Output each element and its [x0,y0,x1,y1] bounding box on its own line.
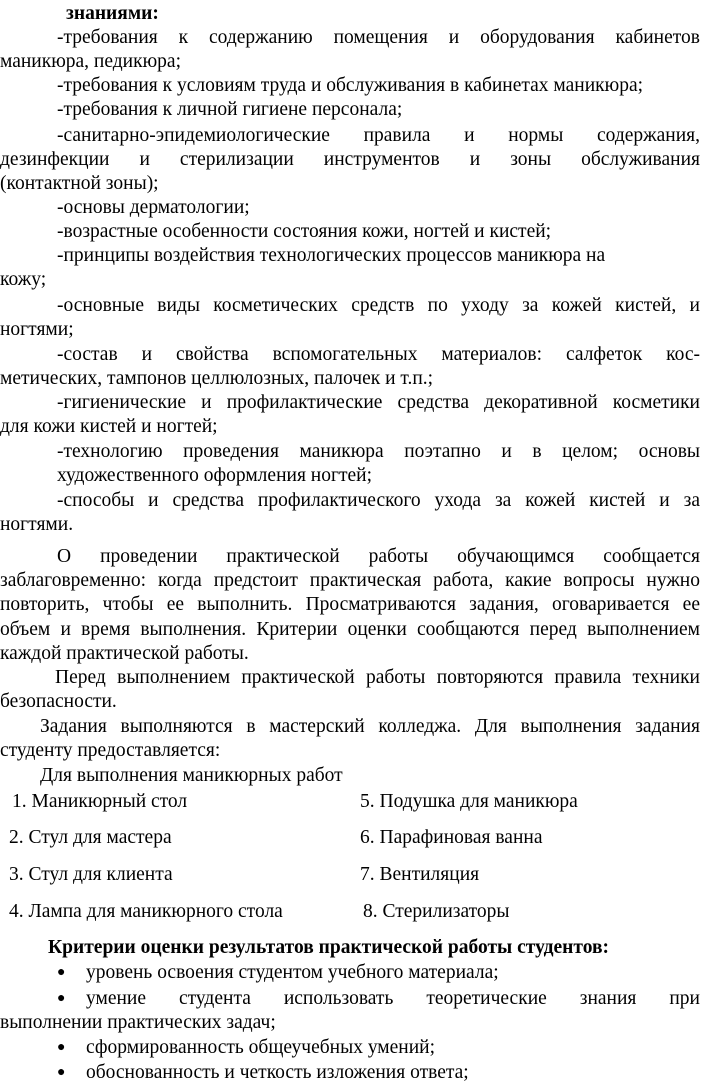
equipment-item: 4. Лампа для маникюрного стола [9,901,283,922]
knowledge-item-line: -состав и свойства вспомогательных материалов: салфеток кос- [57,344,700,365]
paragraph-line: заблаговременно: когда предстоит практическая работа, какие вопросы нужно [0,570,700,591]
knowledge-item-line: -технологию проведения маникюра поэтапно и в целом; основы [57,441,700,462]
equipment-item: 6. Парафиновая ванна [360,827,543,848]
knowledge-item-line: -требования к личной гигиене персонала; [57,99,403,120]
knowledge-item-line: (контактной зоны); [0,173,159,194]
bullet-icon: ● [57,1065,66,1080]
knowledge-item-line: ногтями; [0,319,74,340]
paragraph-line: безопасности. [0,691,117,712]
knowledge-item-line: -основы дерматологии; [57,197,250,218]
knowledge-item-line: -способы и средства профилактического ухода за кожей кистей и за [57,490,700,511]
bullet-icon: ● [57,965,66,980]
criteria-title: Критерии оценки результатов практической работы студентов: [48,937,610,958]
equipment-intro: Для выполнения маникюрных работ [40,765,343,786]
paragraph-line: каждой практической работы. [0,643,249,664]
paragraph-line: О проведении практической работы обучающимся сообщается [57,546,700,567]
paragraph-line: Перед выполнением практической работы повторяются правила техники [55,667,700,688]
bullet-icon: ● [57,1040,66,1055]
criteria-item-line: сформированность общеучебных умений; [86,1037,436,1058]
paragraph-line: Задания выполняются в мастерский колледжа. Для выполнения задания [40,716,700,737]
paragraph-line: студенту предоставляется: [0,740,221,761]
equipment-item: 8. Стерилизаторы [363,901,510,922]
knowledge-item-line: -санитарно-эпидемиологические правила и нормы содержания, [57,125,700,146]
criteria-item-line: умение студента использовать теоретические знания при [86,988,700,1009]
paragraph-line: повторить, чтобы ее выполнить. Просматриваются задания, оговаривается ее [0,594,700,615]
equipment-item: 7. Вентиляция [360,864,480,885]
knowledge-item-line: -требования к содержанию помещения и оборудования кабинетов [57,27,700,48]
criteria-item-line: обоснованность и четкость изложения ответа; [86,1062,469,1083]
criteria-item-line: выполнении практических задач; [0,1012,276,1033]
criteria-item-line: уровень освоения студентом учебного материала; [86,962,499,983]
knowledge-item-line: -основные виды косметических средств по уходу за кожей кистей, и [57,295,700,316]
equipment-item: 3. Стул для клиента [9,864,173,885]
equipment-item: 2. Стул для мастера [9,827,172,848]
knowledge-item-line: метических, тампонов целлюлозных, палочек и т.п.; [0,368,434,389]
knowledge-item-line: художественного оформления ногтей; [57,465,372,486]
paragraph-line: объем и время выполнения. Критерии оценки сообщаются перед выполнением [0,619,700,640]
knowledge-item-line: дезинфекции и стерилизации инструментов и зоны обслуживания [0,149,700,170]
knowledge-item-line: кожу; [0,269,47,290]
knowledge-item-line: маникюра, педикюра; [0,51,181,72]
knowledge-item-line: -принципы воздействия технологических процессов маникюра на [57,245,606,266]
bullet-icon: ● [57,991,66,1006]
knowledge-item-line: для кожи кистей и ногтей; [0,416,218,437]
knowledge-item-line: ногтями. [0,514,74,535]
knowledge-item-line: -возрастные особенности состояния кожи, ногтей и кистей; [57,221,552,242]
section-heading-fragment: знаниями: [66,3,159,24]
equipment-item: 5. Подушка для маникюра [360,791,578,812]
knowledge-item-line: -гигиенические и профилактические средства декоративной косметики [57,392,700,413]
equipment-item: 1. Маникюрный стол [12,791,188,812]
knowledge-item-line: -требования к условиям труда и обслуживания в кабинетах маникюра; [57,75,644,96]
